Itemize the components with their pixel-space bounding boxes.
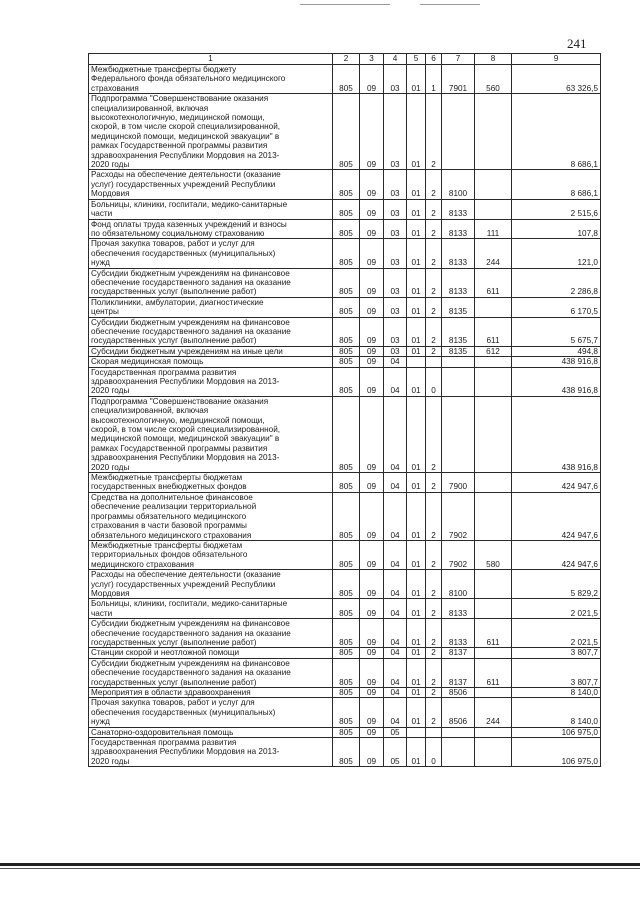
row-code: 611 <box>475 619 512 648</box>
row-code <box>475 727 512 737</box>
table-row <box>89 648 601 658</box>
row-code: 805 <box>333 473 360 493</box>
row-code: 09 <box>360 648 384 658</box>
row-code: 01 <box>407 688 426 698</box>
page-number: 241 <box>567 36 587 51</box>
row-code: 01 <box>407 317 426 346</box>
table-row <box>89 698 601 727</box>
row-code: 805 <box>333 570 360 599</box>
row-code: 2 <box>426 570 442 599</box>
row-code <box>426 727 442 737</box>
row-code: 01 <box>407 492 426 540</box>
row-code: 09 <box>360 367 384 396</box>
row-amount: 8 140,0 <box>512 698 601 727</box>
row-code: 8133 <box>442 268 475 297</box>
row-code: 09 <box>360 658 384 687</box>
row-amount: 424 947,6 <box>512 492 601 540</box>
row-code <box>475 473 512 493</box>
row-code: 03 <box>384 346 407 356</box>
page-bottom-rule-thin <box>0 868 640 869</box>
row-code: 1 <box>426 65 442 94</box>
row-code: 03 <box>384 170 407 199</box>
row-code <box>475 396 512 472</box>
row-code: 09 <box>360 297 384 317</box>
row-code: 8506 <box>442 688 475 698</box>
row-code: 805 <box>333 65 360 94</box>
row-amount: 8 140,0 <box>512 688 601 698</box>
column-header: 1 <box>89 54 333 65</box>
row-name: Больницы, клиники, госпитали, медико-санитарные части <box>89 199 333 219</box>
row-name: Субсидии бюджетным учреждениям на финансовое обеспечение государственного задания на оказание государственных услуг (выполнение работ) <box>89 619 333 648</box>
table-row <box>89 170 601 199</box>
row-code <box>475 297 512 317</box>
row-code: 03 <box>384 317 407 346</box>
row-name: Межбюджетные трансферты бюджетам государственных внебюджетных фондов <box>89 473 333 493</box>
row-code: 09 <box>360 599 384 619</box>
row-code: 03 <box>384 199 407 219</box>
row-amount: 3 807,7 <box>512 648 601 658</box>
table-row <box>89 65 601 94</box>
row-amount: 121,0 <box>512 239 601 268</box>
row-code: 805 <box>333 738 360 767</box>
row-code: 2 <box>426 219 442 239</box>
row-code: 04 <box>384 570 407 599</box>
row-amount: 2 021,5 <box>512 619 601 648</box>
row-amount: 438 916,8 <box>512 396 601 472</box>
row-code: 7902 <box>442 492 475 540</box>
row-code: 560 <box>475 65 512 94</box>
row-code <box>442 367 475 396</box>
row-code: 01 <box>407 297 426 317</box>
row-code <box>442 727 475 737</box>
row-code: 01 <box>407 738 426 767</box>
row-code: 03 <box>384 219 407 239</box>
row-code: 8133 <box>442 619 475 648</box>
row-code: 805 <box>333 540 360 569</box>
row-code <box>442 357 475 367</box>
table-row <box>89 738 601 767</box>
row-code: 01 <box>407 619 426 648</box>
row-amount: 2 286,8 <box>512 268 601 297</box>
column-header: 4 <box>384 54 407 65</box>
table-row <box>89 727 601 737</box>
page-bottom-rule <box>0 863 640 866</box>
table-row <box>89 297 601 317</box>
row-code: 2 <box>426 698 442 727</box>
table-row <box>89 367 601 396</box>
row-amount: 106 975,0 <box>512 738 601 767</box>
table-row <box>89 239 601 268</box>
row-code: 805 <box>333 688 360 698</box>
row-code <box>442 94 475 170</box>
table-row <box>89 599 601 619</box>
row-code: 805 <box>333 297 360 317</box>
row-name: Расходы на обеспечение деятельности (оказание услуг) государственных учреждений Республики Мордовия <box>89 570 333 599</box>
row-code: 04 <box>384 367 407 396</box>
row-code: 09 <box>360 619 384 648</box>
row-code: 2 <box>426 540 442 569</box>
row-code: 04 <box>384 688 407 698</box>
row-code: 805 <box>333 367 360 396</box>
row-code: 805 <box>333 239 360 268</box>
row-code: 805 <box>333 346 360 356</box>
row-code: 2 <box>426 619 442 648</box>
row-code: 2 <box>426 599 442 619</box>
row-code: 805 <box>333 268 360 297</box>
row-code: 2 <box>426 317 442 346</box>
row-code <box>407 357 426 367</box>
row-code <box>475 570 512 599</box>
row-code: 8133 <box>442 599 475 619</box>
table-row <box>89 473 601 493</box>
row-amount: 5 829,2 <box>512 570 601 599</box>
row-code: 04 <box>384 357 407 367</box>
row-code: 805 <box>333 199 360 219</box>
row-code: 8100 <box>442 170 475 199</box>
column-header: 2 <box>333 54 360 65</box>
row-code: 805 <box>333 170 360 199</box>
row-code: 09 <box>360 727 384 737</box>
row-code: 01 <box>407 367 426 396</box>
row-code: 8135 <box>442 297 475 317</box>
row-code: 04 <box>384 698 407 727</box>
row-code: 805 <box>333 396 360 472</box>
row-code: 01 <box>407 65 426 94</box>
row-code: 09 <box>360 219 384 239</box>
column-header: 8 <box>475 54 512 65</box>
row-amount: 8 686,1 <box>512 170 601 199</box>
row-code: 09 <box>360 317 384 346</box>
row-code: 805 <box>333 727 360 737</box>
row-code: 05 <box>384 727 407 737</box>
row-code: 805 <box>333 219 360 239</box>
column-header: 3 <box>360 54 384 65</box>
row-code: 01 <box>407 658 426 687</box>
row-code: 09 <box>360 540 384 569</box>
row-amount: 3 807,7 <box>512 658 601 687</box>
row-code: 244 <box>475 239 512 268</box>
row-name: Государственная программа развития здравоохранения Республики Мордовия на 2013- 2020 годы <box>89 738 333 767</box>
row-code: 8137 <box>442 658 475 687</box>
row-code: 01 <box>407 473 426 493</box>
row-name: Больницы, клиники, госпитали, медико-санитарные части <box>89 599 333 619</box>
row-code <box>475 94 512 170</box>
row-code: 2 <box>426 688 442 698</box>
row-code: 8135 <box>442 346 475 356</box>
row-code <box>475 199 512 219</box>
row-code: 2 <box>426 396 442 472</box>
row-amount: 438 916,8 <box>512 357 601 367</box>
row-code: 04 <box>384 492 407 540</box>
row-name: Фонд оплаты труда казенных учреждений и взносы по обязательному социальному страхованию <box>89 219 333 239</box>
row-amount: 63 326,5 <box>512 65 601 94</box>
row-code: 01 <box>407 346 426 356</box>
row-code: 2 <box>426 268 442 297</box>
row-code: 01 <box>407 94 426 170</box>
row-code <box>426 357 442 367</box>
row-name: Субсидии бюджетным учреждениям на финансовое обеспечение государственного задания на оказание государственных услуг (выполнение работ) <box>89 268 333 297</box>
row-name: Санаторно-оздоровительная помощь <box>89 727 333 737</box>
row-name: Государственная программа развития здравоохранения Республики Мордовия на 2013- 2020 годы <box>89 367 333 396</box>
table-row <box>89 199 601 219</box>
row-code <box>475 648 512 658</box>
row-name: Субсидии бюджетным учреждениям на иные цели <box>89 346 333 356</box>
row-code: 2 <box>426 94 442 170</box>
table-row <box>89 317 601 346</box>
row-name: Поликлиники, амбулатории, диагностические центры <box>89 297 333 317</box>
scan-smudge <box>420 4 480 5</box>
column-header: 5 <box>407 54 426 65</box>
row-code: 805 <box>333 357 360 367</box>
row-code: 01 <box>407 170 426 199</box>
row-code <box>475 170 512 199</box>
row-code: 2 <box>426 492 442 540</box>
row-code: 09 <box>360 738 384 767</box>
row-code: 2 <box>426 658 442 687</box>
row-code <box>442 396 475 472</box>
row-code: 7901 <box>442 65 475 94</box>
row-code: 09 <box>360 396 384 472</box>
row-code: 01 <box>407 540 426 569</box>
scan-smudge <box>300 4 390 5</box>
row-code: 09 <box>360 492 384 540</box>
row-code: 2 <box>426 170 442 199</box>
column-header: 9 <box>512 54 601 65</box>
row-code: 0 <box>426 738 442 767</box>
row-code: 04 <box>384 619 407 648</box>
row-code: 09 <box>360 473 384 493</box>
row-code: 805 <box>333 658 360 687</box>
row-name: Подпрограмма "Совершенствование оказания специализированной, включая высокотехнологичную, медицинской помощи, скорой, в том числе скорой специализированной, медицинской помощи, медицинской эвакуации" в рамках Государственной программы развития здравоохранения Республики Мордовия на 2013- 2020 годы <box>89 396 333 472</box>
row-code: 04 <box>384 599 407 619</box>
row-amount: 106 975,0 <box>512 727 601 737</box>
row-code: 03 <box>384 65 407 94</box>
row-code <box>475 357 512 367</box>
row-code: 805 <box>333 94 360 170</box>
row-code: 8133 <box>442 239 475 268</box>
row-code: 8135 <box>442 317 475 346</box>
row-code: 01 <box>407 599 426 619</box>
table-row <box>89 540 601 569</box>
table-row <box>89 268 601 297</box>
row-code: 8100 <box>442 570 475 599</box>
row-code: 01 <box>407 268 426 297</box>
row-code: 805 <box>333 698 360 727</box>
row-code: 03 <box>384 268 407 297</box>
row-name: Подпрограмма "Совершенствование оказания специализированной, включая высокотехнологичную, медицинской помощи, скорой, в том числе скорой специализированной, медицинской помощи, медицинской эвакуации" в рамках Государственной программы развития здравоохранения Республики Мордовия на 2013- 2020 годы <box>89 94 333 170</box>
row-code: 2 <box>426 239 442 268</box>
table-row <box>89 94 601 170</box>
row-amount: 5 675,7 <box>512 317 601 346</box>
row-code: 2 <box>426 473 442 493</box>
row-code: 09 <box>360 268 384 297</box>
row-code: 7902 <box>442 540 475 569</box>
row-code: 01 <box>407 570 426 599</box>
table-row <box>89 346 601 356</box>
row-code: 805 <box>333 619 360 648</box>
row-amount: 8 686,1 <box>512 94 601 170</box>
row-code: 244 <box>475 698 512 727</box>
table-row <box>89 658 601 687</box>
row-code: 09 <box>360 357 384 367</box>
table-row <box>89 688 601 698</box>
row-code: 04 <box>384 658 407 687</box>
row-code: 8133 <box>442 199 475 219</box>
column-header: 6 <box>426 54 442 65</box>
row-amount: 107,8 <box>512 219 601 239</box>
row-code <box>475 599 512 619</box>
row-code: 09 <box>360 170 384 199</box>
row-code: 2 <box>426 199 442 219</box>
row-code: 01 <box>407 239 426 268</box>
row-code: 2 <box>426 346 442 356</box>
column-header: 7 <box>442 54 475 65</box>
budget-table <box>88 53 601 767</box>
row-code: 8133 <box>442 219 475 239</box>
row-code: 611 <box>475 268 512 297</box>
row-amount: 424 947,6 <box>512 473 601 493</box>
row-code: 8137 <box>442 648 475 658</box>
row-code: 04 <box>384 396 407 472</box>
row-name: Субсидии бюджетным учреждениям на финансовое обеспечение государственного задания на оказание государственных услуг (выполнение работ) <box>89 658 333 687</box>
row-code: 03 <box>384 239 407 268</box>
row-code: 611 <box>475 658 512 687</box>
row-code: 09 <box>360 94 384 170</box>
row-code: 01 <box>407 219 426 239</box>
row-name: Станции скорой и неотложной помощи <box>89 648 333 658</box>
row-amount: 2 021,5 <box>512 599 601 619</box>
row-code: 04 <box>384 540 407 569</box>
table-row <box>89 396 601 472</box>
row-code: 0 <box>426 367 442 396</box>
row-code: 805 <box>333 492 360 540</box>
row-code: 2 <box>426 648 442 658</box>
row-code <box>475 492 512 540</box>
row-code: 805 <box>333 317 360 346</box>
row-code: 09 <box>360 570 384 599</box>
table-row <box>89 357 601 367</box>
row-code: 03 <box>384 297 407 317</box>
row-code: 8506 <box>442 698 475 727</box>
row-code: 01 <box>407 698 426 727</box>
table-row <box>89 570 601 599</box>
row-code: 03 <box>384 94 407 170</box>
row-amount: 2 515,6 <box>512 199 601 219</box>
row-name: Мероприятия в области здравоохранения <box>89 688 333 698</box>
row-name: Межбюджетные трансферты бюджету Федерального фонда обязательного медицинского страхования <box>89 65 333 94</box>
row-code: 612 <box>475 346 512 356</box>
row-code: 09 <box>360 688 384 698</box>
row-code: 805 <box>333 599 360 619</box>
row-code <box>475 688 512 698</box>
row-name: Прочая закупка товаров, работ и услуг для обеспечения государственных (муниципальных) нужд <box>89 698 333 727</box>
table-row <box>89 492 601 540</box>
row-code: 09 <box>360 239 384 268</box>
row-code: 09 <box>360 346 384 356</box>
row-name: Межбюджетные трансферты бюджетам территориальных фондов обязательного медицинского страхования <box>89 540 333 569</box>
row-code: 09 <box>360 65 384 94</box>
row-code: 7900 <box>442 473 475 493</box>
row-code <box>442 738 475 767</box>
row-code: 111 <box>475 219 512 239</box>
row-amount: 6 170,5 <box>512 297 601 317</box>
row-name: Прочая закупка товаров, работ и услуг для обеспечения государственных (муниципальных) нужд <box>89 239 333 268</box>
row-code: 580 <box>475 540 512 569</box>
row-code: 04 <box>384 473 407 493</box>
row-code: 2 <box>426 297 442 317</box>
table-row <box>89 619 601 648</box>
row-code <box>475 367 512 396</box>
row-amount: 424 947,6 <box>512 540 601 569</box>
row-code: 01 <box>407 199 426 219</box>
row-name: Скорая медицинская помощь <box>89 357 333 367</box>
row-code: 01 <box>407 396 426 472</box>
row-code: 01 <box>407 648 426 658</box>
row-name: Средства на дополнительное финансовое обеспечение реализации территориальной программы обязательного медицинского страхования в части базовой программы обязательного медицинского страхования <box>89 492 333 540</box>
table-header-row <box>89 54 601 65</box>
table-row <box>89 219 601 239</box>
row-code: 04 <box>384 648 407 658</box>
row-code <box>407 727 426 737</box>
row-amount: 438 916,8 <box>512 367 601 396</box>
row-code <box>475 738 512 767</box>
row-code: 09 <box>360 698 384 727</box>
row-code: 05 <box>384 738 407 767</box>
row-name: Субсидии бюджетным учреждениям на финансовое обеспечение государственного задания на оказание государственных услуг (выполнение работ) <box>89 317 333 346</box>
row-code: 611 <box>475 317 512 346</box>
row-name: Расходы на обеспечение деятельности (оказание услуг) государственных учреждений Республики Мордовия <box>89 170 333 199</box>
row-amount: 494,8 <box>512 346 601 356</box>
row-code: 805 <box>333 648 360 658</box>
row-code: 09 <box>360 199 384 219</box>
